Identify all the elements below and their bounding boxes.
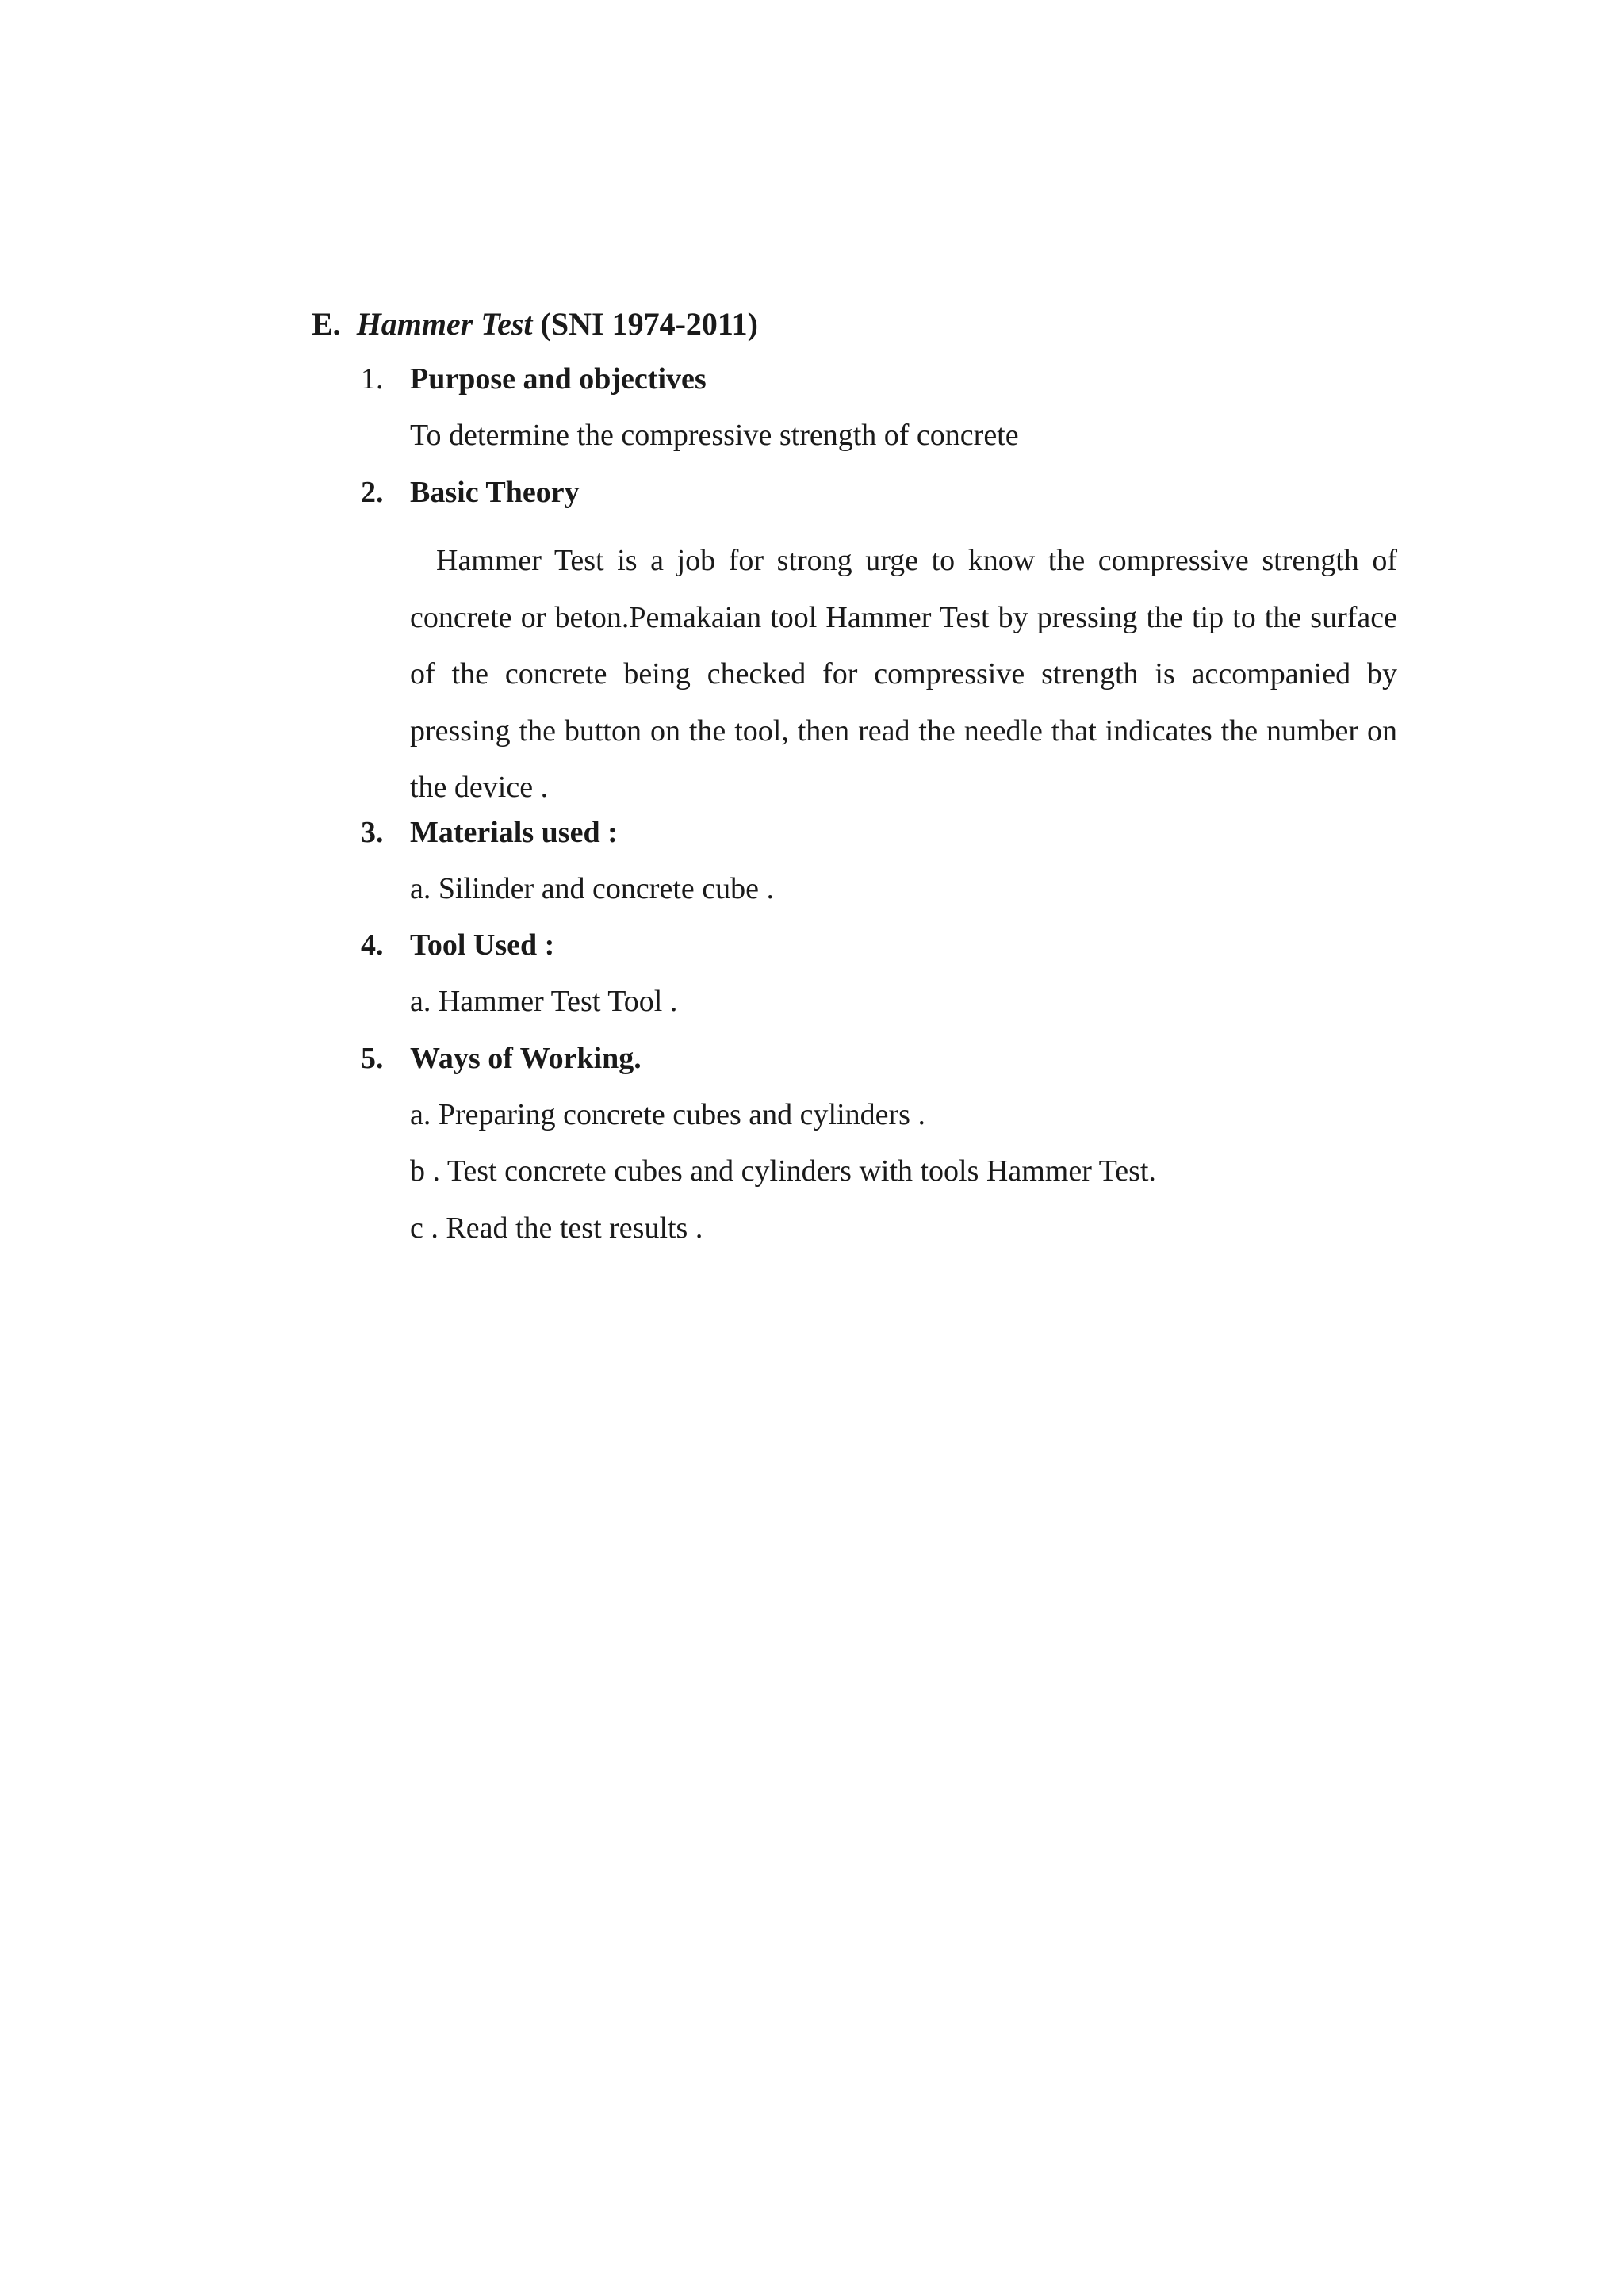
item-title-tool-used: Tool Used : <box>410 928 555 962</box>
item-number-3: 3. <box>361 816 384 849</box>
section-letter: E. <box>312 306 341 342</box>
purpose-text: To determine the compressive strength of concrete <box>410 419 1019 452</box>
working-step-c: c . Read the test results . <box>410 1211 703 1245</box>
item-number-1: 1. <box>361 362 384 396</box>
section-title-italic: Hammer Test <box>356 306 533 342</box>
working-step-a: a. Preparing concrete cubes and cylinders . <box>410 1098 925 1131</box>
tool-item-a: a. Hammer Test Tool . <box>410 985 678 1018</box>
section-title-standard: (SNI 1974-2011) <box>540 306 758 342</box>
working-step-b: b . Test concrete cubes and cylinders with tools Hammer Test. <box>410 1154 1156 1188</box>
item-number-4: 4. <box>361 928 384 962</box>
item-title-purpose: Purpose and objectives <box>410 362 707 396</box>
item-title-basic-theory: Basic Theory <box>410 476 580 509</box>
materials-item-a: a. Silinder and concrete cube . <box>410 872 774 905</box>
item-number-5: 5. <box>361 1042 384 1075</box>
item-title-ways-of-working: Ways of Working. <box>410 1042 642 1075</box>
item-number-2: 2. <box>361 476 384 509</box>
basic-theory-paragraph: Hammer Test is a job for strong urge to know the compressive strength of concrete or beton.Pemakaian tool Hammer Test by pressing the tip to the surface of the concrete being checked for compressive strength is accompanied by pressing the button on the tool, then read the needle that indicates the number on the device . <box>410 544 1397 804</box>
section-heading <box>312 305 758 342</box>
item-title-materials: Materials used : <box>410 816 618 849</box>
